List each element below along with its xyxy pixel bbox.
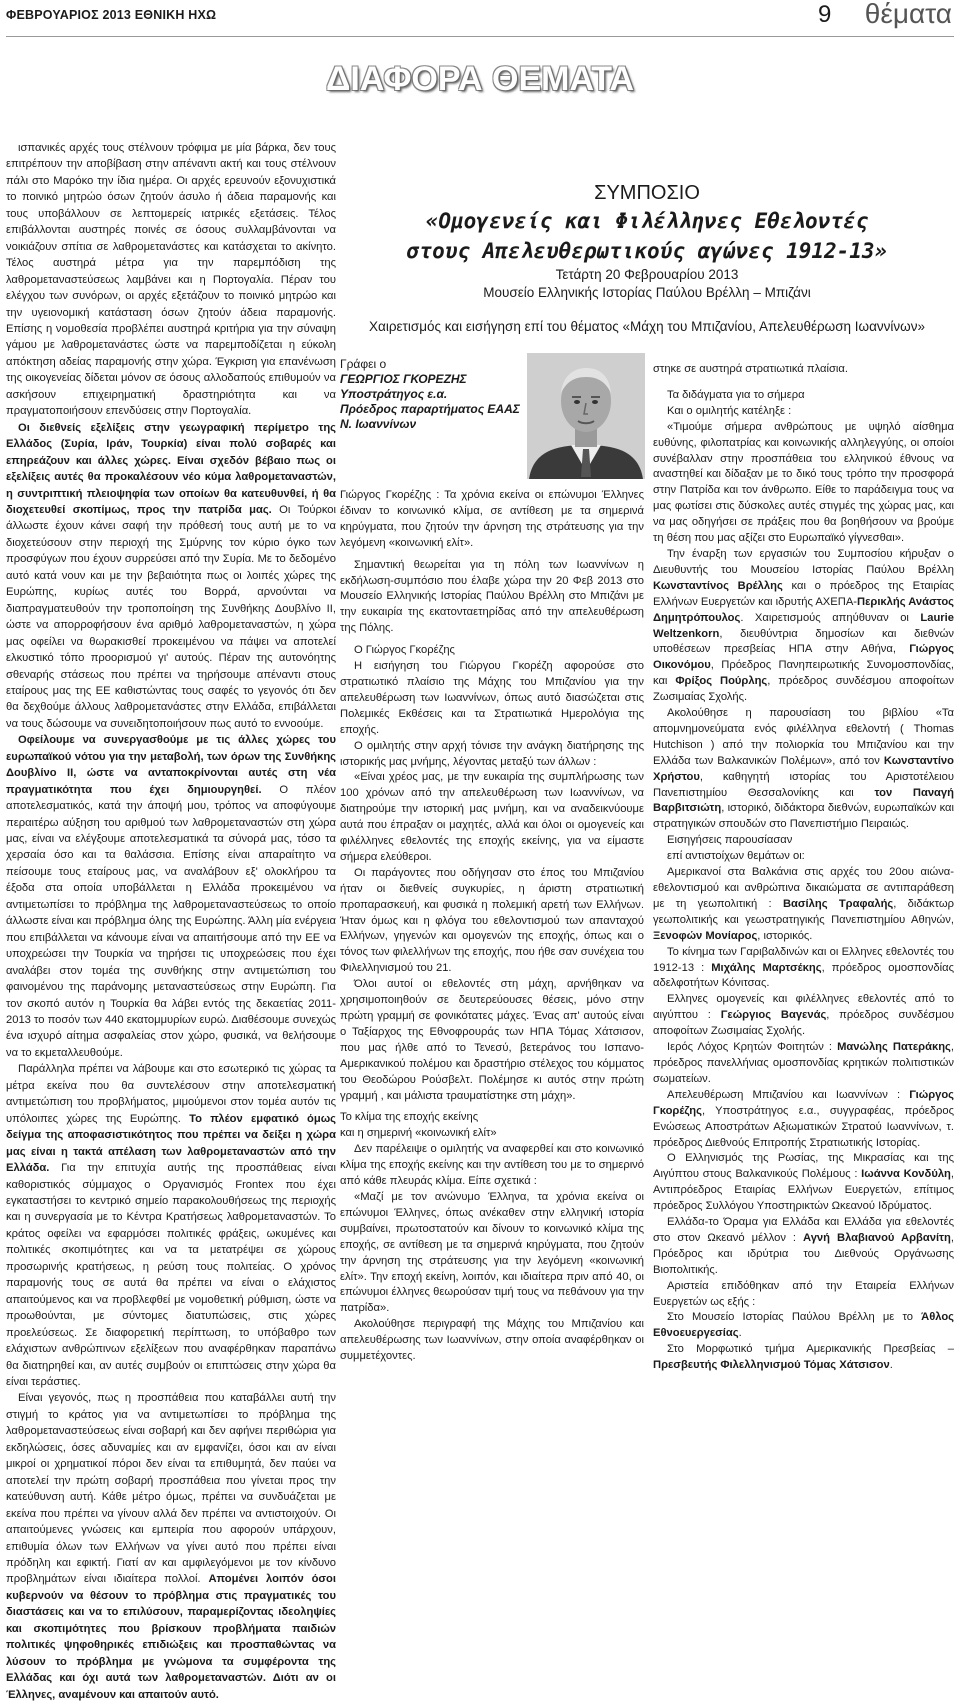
section-name: θέματα: [864, 0, 952, 29]
bold-text-run: Γεώργιος Βαγενάς: [720, 1009, 827, 1022]
text-run: Εισηγήσεις παρουσίασαν: [667, 834, 793, 847]
symposium-label: ΣΥΜΠΟΣΙΟ: [594, 182, 700, 204]
article-paragraph: [653, 1040, 954, 1088]
author-unit: Ν. Ιωαννίνων: [340, 417, 417, 431]
text-run: Στο Μουσείο Ιστορίας Παύλου Βρέλλη με το: [667, 1311, 922, 1324]
article-paragraph: [653, 420, 954, 547]
newspaper-date-title: ΦΕΒΡΟΥΑΡΙΟΣ 2013 ΕΘΝΙΚΗ ΗΧΩ: [6, 8, 217, 22]
text-run: Τα διδάγματα για το σήμερα: [667, 388, 805, 401]
text-run: Ακολούθησε η παρουσίαση του βιβλίου «Τα απομνημονεύματα ενός φιλέλληνα εθελοντή ( Thomas Hutchison ) από την πολιορκία του Μπιζανίου και την Ελλάδα των Βαλκανικών Πολέμων», από τον: [653, 707, 954, 767]
symposium-title-line-1: «Ομογενείς και Φιλέλληνες Εθελοντές: [425, 209, 869, 233]
text-run: Γιώργος Γκορέζης : Τα χρόνια εκείνα οι επώνυμοι Έλληνες έδιναν το κοινωνικό κλίμα, σε αντίθεση με τα σημερινά κηρύγματα, που ζητούν την άρνηση της στράτευσης για την λεγόμενη «κοινωνική ελίτ».: [340, 489, 644, 549]
text-run: , καθηγητή ιστορίας του Αριστοτέλειου Πανεπιστημίου Θεσσαλονίκης και: [653, 770, 954, 799]
text-run: , πρόεδρος πανελλήνιας ομοσπονδίας κρητικών πολιτιστικών σωματείων.: [653, 1041, 954, 1085]
article-paragraph: [653, 1310, 954, 1342]
bold-text-run: Φρίξος Πούρλης: [675, 675, 768, 688]
text-run: , διδάκτωρ γεωπολιτικής και γεωστρατηγικής Πανεπιστημίου Αθηνών,: [653, 897, 954, 926]
text-run: Ο ομιλητής στην αρχή τόνισε την ανάγκη διατήρησης της ιστορικής μας μνήμης, λέγοντας μεταξύ των άλλων :: [340, 739, 644, 768]
bold-text-run: Μιχάλης Μαρτσέκης: [711, 961, 822, 974]
symposium-title: [340, 206, 954, 266]
text-run: ισπανικές αρχές τους στέλνουν τρόφιμα με μία βάρκα, δεν τους επιτρέπουν την αποβίβαση στην απέναντι ακτή και τους στέλνουν πάλι στο Μαρόκο την ίδια ημέρα. Οι αρχές ερευνούν εξονυχιστικά το ποινικό μητρώο όσων ζητούν άσυλο ή άδεια παραμονής και τους υποβάλλουν σε λεπτομερείς ιατρικές εξετάσεις. Τέλος επιβάλλονται αυστηρές ποινές σε όσους συλλαμβάνονται να νοικιάζουν σπίτια σε λαθρομετανάστες και κατάσχεται το ακίνητο. Τέλος αυστηρά μέτρα για την παρεμπόδιση της λαθρομεταναστεύσεως λαμβάνει και η Πορτογαλία. Πέραν του ελέγχου των συνόρων, οι αρχές εξετάζουν το ποινικό μητρώο και την υγειονομική κατάσταση όσων ζητούν άδεια παραμονής. Επίσης η νομοθεσία προβλέπει αυστηρά κριτήρια για την σύναψη γάμου με λαθρομετανάστες ώστε να παρεμποδίζεται η εύκολη απόκτηση αδείας παραμονής στην χώρα. Έγκριση για επανένωση της οικογενείας δίδεται μόνον σε όσους αλλοδαπούς επιθυμούν να ασκήσουν επιχειρηματική δραστηριότητα και να πραγματοποιήσουν επενδύσεις στην Πορτογαλία.: [6, 142, 336, 418]
article-paragraph: [653, 1279, 954, 1311]
text-run: Ο πλέον αποτελεσματικός, κατά την άποψή μου, τρόπος να αποφύγουμε περαιτέρω αύξηση του αριθμού των λαθρομεταναστών στη χώρα μας, είναι να ελέγξουμε αποτελεσματικά τα σύνορά μας, τόσο τα χερσαία όσο και τα θαλάσσια. Επίσης είναι απαραίτητο να πείσουμε τους εταίρους μας, να αναλάβουν εξ' ολοκλήρου τα έξοδα στα οποία υποβάλλεται η Ελλάδα προκειμένου να αντιμετωπίσει το πρόβλημα της λαθρομεταναστεύσεως το οποίο άλλωστε είναι και πρόβλημα όλης της Ευρώπης. Άλλη μία ενέργεια που επιβάλλεται να κάνουμε είναι να απαιτήσουμε από την ΕΕ να υποχρεώσει την Τουρκία να τηρήσει τις υποχρεώσεις που έχει αναλάβει στον τομέα της συνθήκης στην αντιμετώπιση του φαινομένου της παράνομης μεταναστεύσεως στην Ευρώπη. Για τον σκοπό αυτόν η Τουρκία θα λάβει εντός της δεκαετίας 2011-2013 το ποσόν των 440 εκατομμυρίων ευρώ. Διαθέσουμε συνεχώς ένα ισχυρό αίτημα ασφαλείας στον χώρο, φυσικά, να θελήσουμε να το εκμεταλλευθούμε.: [6, 783, 336, 1059]
text-run: και η σημερινή «κοινωνική ελίτ»: [340, 1127, 497, 1140]
text-run: Οι Τούρκοι άλλωστε έχουν κάνει σαφή την πρόθεσή τους αυτή με το να διοχετεύσουν στην περιοχή της Σμύρνης τον κύριο όγκο των προσφύγων που έχουν συρρεύσει από την Συρία. Με το δεδομένο αυτό κατά νουν και με την βεβαιότητα πως οι λοιπές χώρες της Ευρώπης, κυρίως αυτές του Βορρά, αρνούνται να διαπραγματευθούν την τροποποίηση της Συνθήκης Δουβλίνο ΙΙ, ώστε να απορροφήσουν ένα αριθμό λαθρομεταναστών, η χώρα μας οφείλει να θωρακισθεί προκειμένου να πάψει να αποτελεί ελκυστικό τόπο προορισμού γι' αυτούς. Πέραν της αυτονόητης σθεναρής στάσεως που πρέπει να τηρήσουμε απέναντι στους εταίρους μας της ΕΕ καθιστώντας τους σαφές το γεγονός ότι δεν θα δεχθούμε άλλους λαθρομετανάστες στην Ελλάδα, επιβάλλεται να τους δώσουμε να συνειδητοποιήσουν πως αυτό το εννοούμε.: [6, 503, 336, 730]
article-paragraph: [340, 643, 644, 659]
article-paragraph: [340, 977, 644, 1104]
author-role: Πρόεδρος παραρτήματος ΕΑΑΣ: [340, 402, 520, 416]
article-paragraph: [653, 706, 954, 833]
article-paragraph: [653, 849, 954, 865]
text-run: Στο Μορφωτικό τμήμα Αμερικανικής Πρεσβείας –: [667, 1343, 954, 1356]
article-paragraph: [653, 945, 954, 993]
article-paragraph: [653, 547, 954, 706]
bold-text-run: Περικλής Ανάστος Δημητρόπουλος: [653, 595, 954, 624]
text-run: «Είναι χρέος μας, με την ευκαιρία της συμπλήρωσης των 100 χρόνων από την απελευθέρωση των Ιωαννίνων, να διατηρούμε την ιστορική μας μνήμη, και να αναδεικνύουμε αυτά που έπραξαν οι μαχητές, αλλά και όλοι οι ομογενείς και φιλέλληνες εθελοντές της εποχής εκείνης, για να είμαστε σήμερα ελεύθεροι.: [340, 771, 644, 863]
portrait-illustration: [527, 353, 645, 479]
bold-text-run: Βασίλης Τραφαλής: [782, 897, 894, 910]
bold-text-run: Μανώλης Πατεράκης: [837, 1041, 951, 1054]
text-run: Αμερικανοί στα Βαλκάνια στις αρχές του 20ου αιώνα-εθελοντισμού και ανθρώπινα δικαιώματα σε αντιπαράθεση με τη γεωπολιτική :: [653, 866, 954, 910]
text-run: Το κίνημα των Γαριβαλδινών και οι Ελληνες εθελοντές του 1912-13 :: [653, 945, 954, 974]
bold-text-run: Κωνσταντίνο Χρήστου: [653, 754, 954, 783]
symposium-heading: [340, 182, 954, 336]
bold-text-run: Το πλέον εμφατικό όμως δείγμα της αποφασιστικότητος που πρέπει να δείξει η χώρα μας είναι η τακτά απέλαση των λαθρομεταναστών από την Ελλάδα.: [6, 1112, 336, 1175]
bold-text-run: τον Παναγή Βαρβιτσιώτη: [653, 786, 954, 815]
article-paragraph: [653, 865, 954, 945]
bold-text-run: Ξενοφών Μονίαρος: [653, 929, 758, 942]
article-paragraph: [340, 866, 644, 977]
text-run: .: [738, 1327, 742, 1340]
article-paragraph: [6, 1061, 336, 1390]
article-paragraph: [653, 404, 954, 420]
text-run: .: [889, 1359, 893, 1372]
article-paragraph: [653, 1215, 954, 1279]
article-paragraph: [6, 1390, 336, 1703]
article-paragraph: [340, 659, 644, 739]
text-run: , διευθύντρια δημοσίων και διεθνών υποθέσεων πρεσβείας ΗΠΑ στην Αθήνα,: [653, 627, 954, 656]
banner-title: ΔΙΑΦΟΡΑ ΘΕΜΑΤΑ: [325, 60, 634, 98]
article-paragraph: [653, 992, 954, 1040]
text-run: Ελλάδα-το Όραμα για Ελλάδα και Ελλάδα για εθελοντές στο στον Ωκεανό μέλλον :: [653, 1216, 954, 1244]
text-run: Ελληνες ομογενείς και φιλέλληνες εθελοντές από το αιγύπτου :: [653, 993, 954, 1022]
text-run: , Πρόεδρος Πανηπειρωτικής Συνομοσπονδίας, και: [653, 659, 954, 688]
text-run: Ακολούθησε περιγραφή της Μάχης του Μπιζανίου και απελευθέρωσης των Ιωαννίνων, στην οποία αναφέρθηκαν οι συμμετέχοντες.: [340, 1318, 644, 1363]
right-article-column: [653, 362, 954, 1437]
bold-text-run: Γιώργος Οικονόμου: [653, 643, 954, 672]
text-run: Απελευθέρωση Μπιζανίου και Ιωαννίνων :: [667, 1088, 910, 1101]
bold-text-run: Οφείλουμε να συνεργασθούμε με τις άλλες χώρες του ευρωπαϊκού νότου για την μεταβολή, των όρων της Συνθήκης Δουβλίνο ΙΙ, ώστε να ανταποκρίνονται αυτές στη νέα πραγματικότητα που έχει δημιουργηθεί.: [6, 734, 336, 796]
text-run: Δεν παρέλειψε ο ομιλητής να αναφερθεί και στο κοινωνικό κλίμα της εποχής εκείνης και την αντίθεση του με το σημερινό από κάθε πλευράς κλίμα. Είπε σχετικά :: [340, 1143, 644, 1188]
bold-text-run: Άθλος Εθνοευεργεσίας: [653, 1311, 954, 1340]
text-run: «Τιμούμε σήμερα ανθρώπους με υψηλό αίσθημα ευθύνης, φιλοπατρίας και κοινωνικής αλληλεγγύης, οι οποίοι συνέβαλλαν στην προσπάθεια του ελληνικού έθνους να αναστηθεί και δίδαξαν με το δικό τους τρόπο την προσφορά στην Πατρίδα και τον άνθρωπο. Είθε το παράδειγμα τους να μας φωτίσει στις δύσκολες αυτές στιγμές της χώρας μας, και να μας οδηγήσει σε πράξεις που θα βοηθήσουν να βρούμε τη θέση που μας αξίζει στο Ευρωπαϊκό γίγνεσθαι».: [653, 420, 954, 545]
author-byline: [340, 357, 526, 432]
text-run: Οι παράγοντες που οδήγησαν στο έπος του Μπιζανίου ήταν οι διεθνείς συγκυρίες, η άριστη στρατιωτική προπαρασκευή, και φυσικά η πολεμική αρετή των Ελλήνων. Ήταν όμως και η φλόγα του εθελοντισμού των απανταχού Ελλήνων, γηγενών και ομογενών της εποχής, όπως και ο τόνος των φιλελλήνων της εποχής, που ήθε σαν συνέχεια του Φιλελληνισμού του 21.: [340, 866, 644, 975]
text-run: , πρόεδρος συνδέσμου αποφοίτων Ζωσιμαίας Σχολής.: [653, 1009, 954, 1038]
article-paragraph: [340, 1317, 644, 1365]
bold-text-run: Ιωάννα Κονδύλη: [861, 1168, 951, 1181]
text-run: Ο Ελληνισμός της Ρωσίας, της Μικρασίας και της Αιγύπτου στους Βαλκανικούς Πολέμους :: [653, 1152, 954, 1181]
bold-text-run: Αγνή Βλαβιανού Αρβανίτη: [803, 1231, 951, 1244]
text-run: Ο Γιώργος Γκορέζης: [354, 644, 455, 657]
text-run: Την έναρξη των εργασιών του Συμποσίου κήρυξαν ο Διευθυντής του Μουσείου Ιστορίας Παύλου Βρέλλη: [653, 547, 954, 576]
header-rule: [6, 36, 954, 37]
article-paragraph: [6, 420, 336, 733]
text-run: , πρόεδρος συνδέσμου αποφοίτων Ζωσιμαίας Σχολής.: [653, 675, 954, 704]
text-run: Είναι γεγονός, πως η προσπάθεια που καταβάλλει αυτή την στιγμή το κράτος για να αντιμετωπίσει το πρόβλημα της λαθρομεταναστεύσεως είναι σοβαρή και δεν αφήνει περιθώρια για εκδηλώσεις, όσες αδυναμίες και αν εμφανίζει, όσοι και αν είναι μικροί οι χρηματικοί πόροι δεν είναι τα επιθυμητά, δεν παύει να αποτελεί την πρώτη σοβαρή προσπάθεια που γίνεται προς την κατεύθυνση αυτή. Κάθε μέτρο όμως, πρέπει να συνδυάζεται με εκείνα που πρέπει να γίνουν αλλά δεν πρέπει να αντιστοιχούν. Οι απαιτούμενες γνώσεις και εμπειρία που αφορούν υπάρχουν, επιθυμία όλων των Ελλήνων να γίνει αυτό που πρέπει είναι πρόδηλη και εφικτή. Γιατί αν και αμφιλεγόμενοι με τον κίνδυνο προβλημάτων είναι ιδιαίτερα πολλοί.: [6, 1392, 336, 1586]
author-rank: Υποστράτηγος ε.α.: [340, 387, 448, 401]
article-paragraph: [340, 488, 644, 552]
article-paragraph: [6, 140, 336, 420]
text-run: Για την επιτυχία αυτής της προσπάθειας είναι καθοριστικός σύμμαχος ο Οργανισμός Frontex που έχει εγκαταστήσει το κεντρικό σημείο παρακολουθήσεως της περιοχής και η συνεργασία με το Κέντρα Κρατήσεως λαθρομεταναστών. Το κράτος οφείλει να εφαρμόσει πολιτικές φράξεις, ωκυμένες και πολιτικές σκοπιμότητες και να τα μετατρέψει σε χώρους προσωρινής κρατήσεως, η ρεύση τους πολιτείας. Ο χρόνος παραμονής τους σε αυτά θα πρέπει να είναι ο ελάχιστος απαιτούμενος και να προβλεφθεί με νομοθετική ρύθμιση, ώστε να προωθούνται, με σύντομες διατυπώσεις, στις χώρες προελεύσεως. Σε διαφορετική περίπτωση, το υπόβαθρο των ελάχιστων ανθρώπινων εξελίξεων που αναφέρθηκαν παραπάνω θα διατηρηθεί και, αν αυτές συμβούν οι επιπτώσεις στην χώρα θα είναι τεράστιες.: [6, 1162, 336, 1388]
page-number: 9: [818, 1, 832, 28]
text-run: Παράλληλα πρέπει να λάβουμε και στο εσωτερικό τις χώρας τα μέτρα εκείνα που θα συντελέσουν στην αποτελεσματική αντιμετώπιση του προβλήματος, μιμούμενοι στον τομέα αυτόν τις υπόλοιπες χώρες της Ευρώπης.: [6, 1063, 336, 1125]
middle-article-column: [340, 488, 644, 1437]
text-run: . Χαιρετισμούς απηύθυναν οι: [740, 611, 921, 624]
bold-text-run: Απομένει λοιπόν όσοι κυβερνούν να θέσουν το πρόβλημα στις πραγματικές του διαστάσεις και να το επιλύσουν, παραμερίζοντας ιδεοληψίες και σκοπιμότητες που βρίσκουν προβλήματα παιδιών πολιτικές ψηφοθηρικές επιδιώξεις και προσπαθώντας να λύσουν το πρόβλημα με γνώμονα τα συμφέροντα της Ελλάδας και όχι αυτά των λαθρομεταναστών. Διότι αν οι Έλληνες, αναμένουν και απαιτούν αυτό.: [6, 1573, 336, 1701]
article-paragraph: [340, 770, 644, 865]
article-paragraph: [340, 1142, 644, 1190]
article-paragraph: [340, 1126, 644, 1142]
author-name: ΓΕΩΡΓΙΟΣ ΓΚΟΡΕΖΗΣ: [340, 372, 467, 386]
byline-label: Γράφει ο: [340, 357, 387, 371]
section-banner: [0, 46, 960, 124]
text-run: «Μαζί με τον ανώνυμο Έλληνα, τα χρόνια εκείνα οι επώνυμοι Έλληνες, όπως ανέκαθεν στην ελληνική ιστορία συμβαίνει, πρωτοστατούν και δίνουν το κοινωνικό κλίμα της εποχής, σε αντίθεση με τα σημερινά κηρύγματα, που ζητούν την άρνηση της στράτευσης για την λεγόμενη «κοινωνική ελίτ». Την εποχή εκείνη, λοιπόν, και ιδιαίτερα πριν από 40, οι επώνυμοι έλληνες θεωρούσαν τιμή τους να πεθάνουν για την πατρίδα».: [340, 1190, 644, 1315]
symposium-date: Τετάρτη 20 Φεβρουαρίου 2013: [555, 267, 739, 282]
article-paragraph: [653, 833, 954, 849]
text-run: , Υποστράτηγος ε.α., συγγραφέας, πρόεδρος Ενώσεως Αποστράτων Αξιωματικών Στρατού Ιωαννίνων, τ. πρόεδρος Διεθνούς Επιτροπής Στρατιωτικής Ιστορίας.: [653, 1104, 954, 1149]
text-run: , πρόεδρος ομοσπονδίας αδελφοτήτων Κόνιτσας.: [653, 961, 954, 990]
symposium-venue: Μουσείο Ελληνικής Ιστορίας Παύλου Βρέλλη – Μπιζάνι: [483, 285, 811, 300]
article-paragraph: [653, 1342, 954, 1374]
symposium-title-line-2: στους Απελευθερωτικούς αγώνες 1912-13»: [406, 239, 888, 263]
article-paragraph: [6, 732, 336, 1061]
bold-text-run: Πρεσβευτής Φιλελληνισμού Τόμας Χάτσισον: [653, 1359, 890, 1372]
text-run: Ιερός Λόχος Κρητών Φοιτητών :: [667, 1041, 838, 1054]
left-article-column: [6, 140, 336, 1701]
text-run: , Πρόεδρος και ιδρύτρια του Διεθνούς Οργάνωσης Βιοπολιτικής.: [653, 1231, 954, 1276]
bold-text-run: Γιώργος Γκορέζης: [653, 1088, 954, 1117]
symposium-subheading: Χαιρετισμός και εισήγηση επί του θέματος «Μάχη του Μπιζανίου, Απελευθέρωση Ιωαννίνων»: [369, 319, 925, 334]
page-header: [0, 0, 960, 40]
bold-text-run: Κωνσταντίνος Βρέλλης: [653, 579, 783, 592]
article-paragraph: [653, 388, 954, 404]
text-run: , ιστορικό, διδάκτορα διεθνών, ευρωπαϊκών και στρατηγικών σπουδών στο Πανεπιστήμιο Πειραιώς.: [653, 802, 954, 831]
text-run: Αριστεία επιδόθηκαν από την Εταιρεία Ελλήνων Ευεργετών ως εξής :: [653, 1279, 954, 1308]
article-paragraph: [340, 1110, 644, 1126]
text-run: , ιστορικός.: [757, 929, 813, 942]
bold-text-run: Laurie Weltzenkorn: [653, 611, 954, 640]
bold-text-run: Οι διεθνείς εξελίξεις στην γεωγραφική περίμετρο της Ελλάδος (Συρία, Ιράν, Τουρκία) είναι πολύ σοβαρές και επηρεάζουν και άλλες χώρες. Είναι σχεδόν βέβαιο πως οι εξελίξεις αυτές θα προκαλέσουν νέο κύμα λαθρομεταναστών, η συντριπτική πλειοψηφία των οποίων θα κατευθυνθεί, ή θα διοχετευθεί σκοπίμως, προς την πατρίδα μας.: [6, 421, 336, 516]
author-portrait-photo: [527, 353, 645, 479]
article-paragraph: [653, 1088, 954, 1152]
text-run: και ο πρόεδρος της Εταιρίας Ελλήνων Ευεργετών και ιδρυτής ΑΧΕΠΑ-: [653, 579, 954, 608]
article-paragraph: [340, 1190, 644, 1317]
text-run: Και ο ομιλητής κατέληξε :: [667, 404, 792, 417]
article-paragraph: [340, 558, 644, 638]
article-paragraph: [653, 1151, 954, 1215]
text-run: στηκε σε αυστηρά στρατιωτικά πλαίσια.: [653, 363, 848, 375]
article-paragraph: [653, 362, 954, 378]
text-run: επί αντιστοίχων θεμάτων οι:: [667, 850, 805, 863]
text-run: Το κλίμα της εποχής εκείνης: [340, 1111, 479, 1124]
text-run: , Αντιπρόεδρος Εταιρίας Ελλήνων Ευεργετών, επίτιμος πρόεδρος Συλλόγου Υποστηρικτών Ωκεανού Ιδρύματος.: [653, 1168, 954, 1213]
article-paragraph: [340, 739, 644, 771]
text-run: Σημαντική θεωρείται για τη πόλη των Ιωαννίνων η εκδήλωση-συμπόσιο που έλαβε χώρα την 20 Φεβ 2013 στο Μουσείο Ελληνικής Ιστορίας Παύλου Βρέλλη στο Μπιζάνι με την ευκαιρία της εκατονταετηρίδας από την απελευθέρωση της Πόλης.: [340, 558, 644, 635]
text-run: Όλοι αυτοί οι εθελοντές στη μάχη, αρνήθηκαν να χρησιμοποιηθούν σε δευτερεύουσες θέσεις, μόνο στην πρώτη γραμμή σε φονικότατες μάχες. Ένας απ' αυτούς είναι ο Ταξίαρχος της Εθνοφρουράς των ΗΠΑ Τόμας Χάτσισον, που μας ήλθε από το Τενεσύ, βετεράνος του Ισπανο-Αμερικανικού πολέμου και δραστήριο στέλεχος του κόμματος του Θεοδώρου Ρούσβελτ. Πολέμησε κι αυτός στην πρώτη γραμμή , και μάλιστα τραυματίστηκε στη μάχη».: [340, 978, 644, 1102]
text-run: Η εισήγηση του Γιώργου Γκορέζη αφορούσε στο στρατιωτικό πλαίσιο της Μάχης του Μπιζανίου για την απελευθέρωση των Ιωαννίνων, όπως αυτό διασώζεται στις Πολεμικές Εκθέσεις και τα Στρατιωτικά Ημερολόγια της εποχής.: [340, 660, 644, 736]
